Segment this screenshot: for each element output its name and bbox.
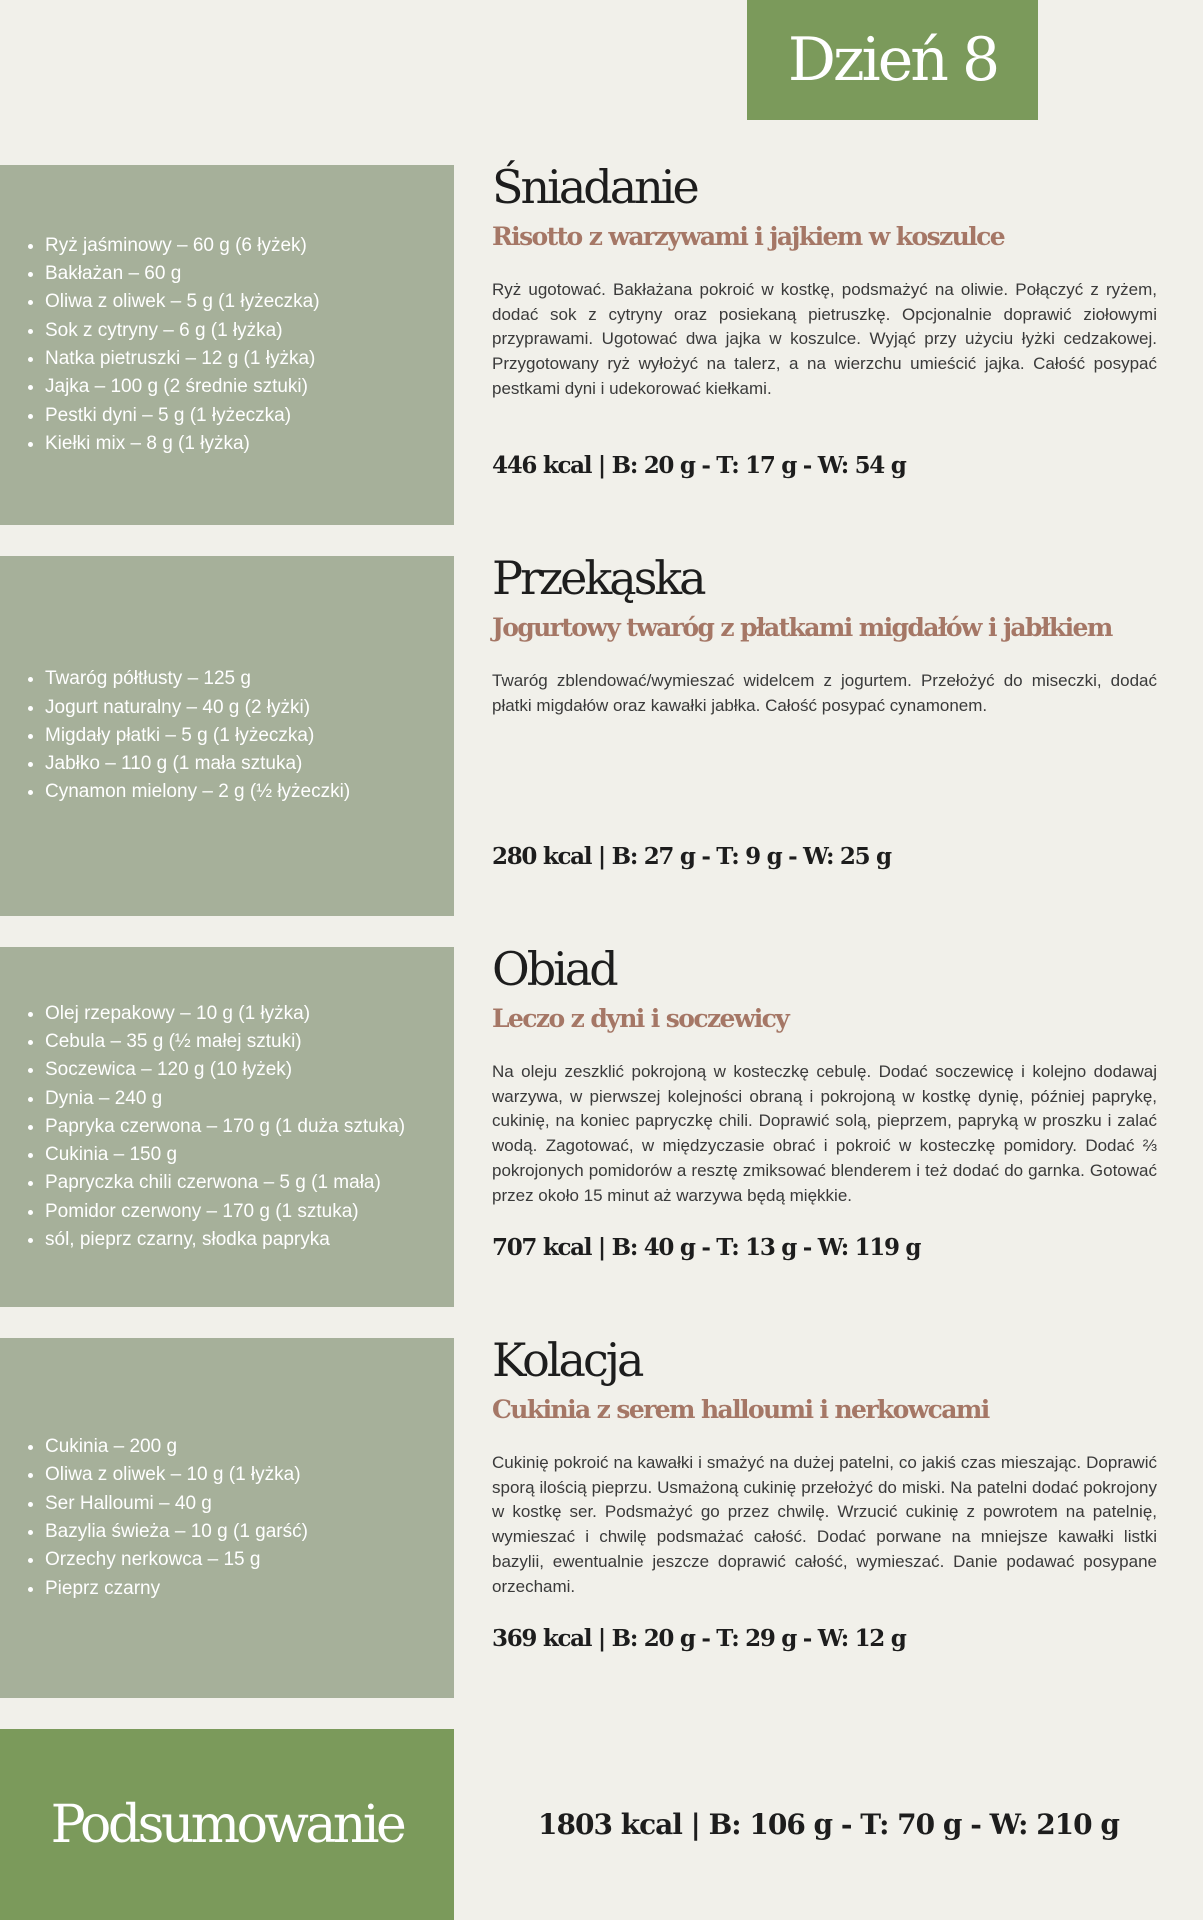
ingredient-item: • Ryż jaśminowy – 60 g (6 łyżek): [45, 232, 320, 260]
recipe-description-dinner: Cukinię pokroić na kawałki i smażyć na dużej patelni, co jakiś czas mieszając. Doprawić sporą ilością pieprzu. Usmażoną cukinię przełożyć do miski. Na patelni dodać pokrojony w kostkę ser. Podsmażyć go przez chwilę. Wrzucić cukinię z powrotem na patelnię, wymieszać i chwilę podsmażać całość. Dodać porwane na mniejsze kawałki listki bazylii, ewentualnie jeszcze doprawić całość, wymieszać. Danie podawać posypane orzechami.: [492, 1453, 1157, 1596]
dish-name-breakfast: Risotto z warzywami i jajkiem w koszulce: [492, 222, 1005, 251]
macros-dinner: 369 kcal | B: 20 g - T: 29 g - W: 12 g: [492, 1625, 906, 1652]
ingredient-item: • Orzechy nerkowca – 15 g: [45, 1546, 308, 1574]
meal-title-lunch: Obiad: [492, 942, 616, 996]
ingredient-item: • Twaróg półtłusty – 125 g: [45, 665, 350, 693]
recipe-description-snack: Twaróg zblendować/wymieszać widelcem z jogurtem. Przełożyć do miseczki, dodać płatki migdałów oraz kawałki jabłka. Całość posypać cynamonem.: [492, 671, 1157, 715]
ingredients-box-lunch: [0, 947, 454, 1307]
macros-lunch: 707 kcal | B: 40 g - T: 13 g - W: 119 g: [492, 1234, 921, 1261]
ingredient-item: • Jabłko – 110 g (1 mała sztuka): [45, 750, 350, 778]
ingredients-box-snack: [0, 556, 454, 916]
meal-title-breakfast: Śniadanie: [492, 160, 697, 214]
ingredients-list: [0, 1000, 405, 1255]
dish-name-dinner: Cukinia z serem halloumi i nerkowcami: [492, 1395, 989, 1424]
ingredient-item: • Cukinia – 150 g: [45, 1141, 405, 1169]
ingredient-item: • Soczewica – 120 g (10 łyżek): [45, 1056, 405, 1084]
ingredients-list: [0, 1433, 308, 1603]
recipe-description-breakfast: Ryż ugotować. Bakłażana pokroić w kostkę, podsmażyć na oliwie. Połączyć z ryżem, dodać sok z cytryny oraz posiekaną pietruszkę. Opcjonalnie doprawić ziołowymi przyprawami. Ugotować dwa jajka w koszulce. Wyjąć przy użyciu łyżki cedzakowej. Przygotowany ryż wyłożyć na talerz, a na wierzchu umieścić jajka. Całość posypać pestkami dyni i udekorować kiełkami.: [492, 280, 1157, 398]
dish-name-snack: Jogurtowy twaróg z płatkami migdałów i jabłkiem: [492, 613, 1112, 642]
ingredient-item: • Oliwa z oliwek – 10 g (1 łyżka): [45, 1461, 308, 1489]
recipe-description-lunch: Na oleju zeszklić pokrojoną w kosteczkę cebulę. Dodać soczewicę i kolejno dodawaj warzywa, w pierwszej kolejności obraną i pokrojoną w kostkę dynię, później paprykę, cukinię, na koniec papryczkę chili. Doprawić solą, pieprzem, papryką w proszku i zalać wodą. Zagotować, w międzyczasie obrać i pokroić w kosteczkę pomidory. Dodać ⅔ pokrojonych pomidorów a resztę zmiksować blenderem i też dodać do garnka. Gotować przez około 15 minut aż warzywa będą miękkie.: [492, 1062, 1157, 1205]
ingredient-item: • Kiełki mix – 8 g (1 łyżka): [45, 430, 320, 458]
ingredient-item: • Bakłażan – 60 g: [45, 260, 320, 288]
day-title: Dzień 8: [747, 0, 1038, 120]
macros-snack: 280 kcal | B: 27 g - T: 9 g - W: 25 g: [492, 843, 891, 870]
ingredient-item: • Cebula – 35 g (½ małej sztuki): [45, 1028, 405, 1056]
ingredient-item: • Jajka – 100 g (2 średnie sztuki): [45, 373, 320, 401]
ingredient-item: • Cukinia – 200 g: [45, 1433, 308, 1461]
macros-breakfast: 446 kcal | B: 20 g - T: 17 g - W: 54 g: [492, 452, 906, 479]
summary-label: Podsumowanie: [0, 1729, 454, 1920]
ingredient-item: • Bazylia świeża – 10 g (1 garść): [45, 1518, 308, 1546]
ingredients-box-dinner: [0, 1338, 454, 1698]
ingredient-item: • Pieprz czarny: [45, 1575, 308, 1603]
ingredient-item: • Pestki dyni – 5 g (1 łyżeczka): [45, 402, 320, 430]
ingredient-item: • Dynia – 240 g: [45, 1085, 405, 1113]
ingredients-box-breakfast: [0, 165, 454, 525]
ingredient-item: • Papryka czerwona – 170 g (1 duża sztuka): [45, 1113, 405, 1141]
ingredients-list: [0, 665, 350, 806]
ingredient-item: • sól, pieprz czarny, słodka papryka: [45, 1226, 405, 1254]
ingredient-item: • Natka pietruszki – 12 g (1 łyżka): [45, 345, 320, 373]
dish-name-lunch: Leczo z dyni i soczewicy: [492, 1004, 789, 1033]
ingredient-item: • Oliwa z oliwek – 5 g (1 łyżeczka): [45, 288, 320, 316]
summary-totals: 1803 kcal | B: 106 g - T: 70 g - W: 210 g: [538, 1808, 1119, 1841]
ingredient-item: • Ser Halloumi – 40 g: [45, 1490, 308, 1518]
ingredient-item: • Jogurt naturalny – 40 g (2 łyżki): [45, 694, 350, 722]
ingredient-item: • Olej rzepakowy – 10 g (1 łyżka): [45, 1000, 405, 1028]
ingredient-item: • Pomidor czerwony – 170 g (1 sztuka): [45, 1198, 405, 1226]
ingredient-item: • Cynamon mielony – 2 g (½ łyżeczki): [45, 778, 350, 806]
meal-title-dinner: Kolacja: [492, 1333, 642, 1387]
ingredient-item: • Papryczka chili czerwona – 5 g (1 mała): [45, 1169, 405, 1197]
ingredient-item: • Migdały płatki – 5 g (1 łyżeczka): [45, 722, 350, 750]
ingredients-list: [0, 232, 320, 458]
meal-title-snack: Przekąska: [492, 551, 704, 605]
ingredient-item: • Sok z cytryny – 6 g (1 łyżka): [45, 317, 320, 345]
